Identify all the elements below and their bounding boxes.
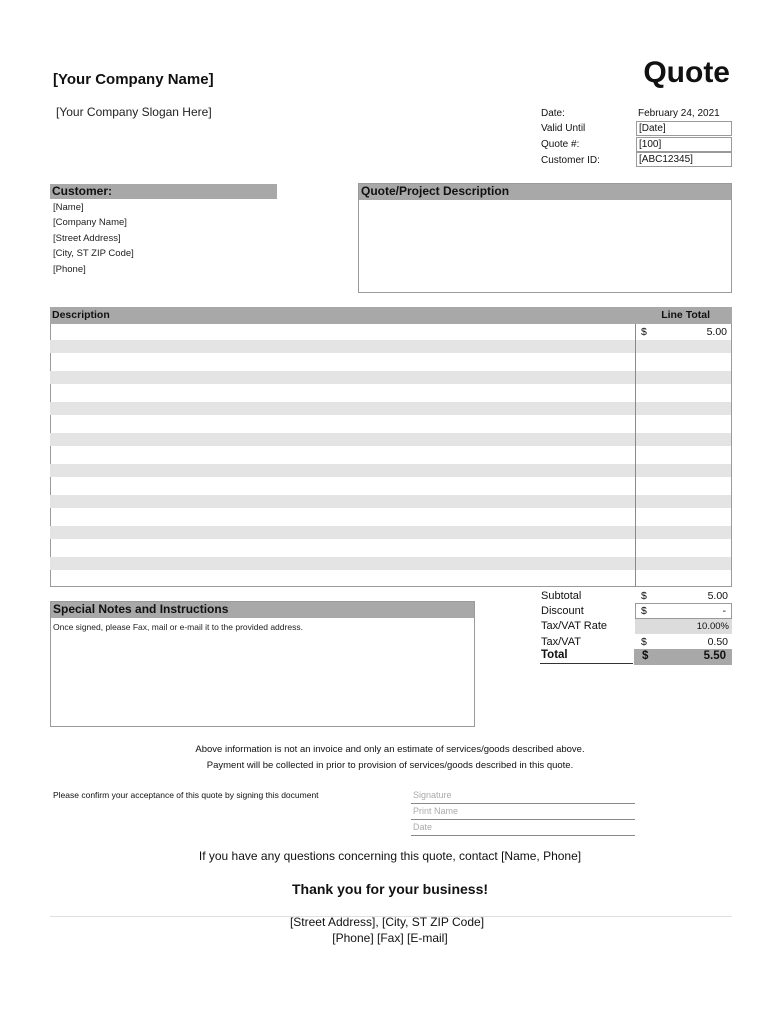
project-description-heading: Quote/Project Description bbox=[359, 184, 731, 200]
column-divider bbox=[635, 324, 636, 587]
table-row bbox=[50, 526, 731, 539]
footer-contact-line: [Phone] [Fax] [E-mail] bbox=[332, 931, 448, 945]
tax-currency: $ bbox=[641, 636, 647, 648]
customer-company[interactable]: [Company Name] bbox=[53, 217, 127, 228]
customer-phone[interactable]: [Phone] bbox=[53, 264, 86, 275]
contact-note: If you have any questions concerning this quote, contact [Name, Phone] bbox=[198, 849, 582, 863]
disclaimer-line-1: Above information is not an invoice and only an estimate of services/goods described above. bbox=[195, 744, 585, 755]
valid-until-field[interactable]: [Date] bbox=[636, 121, 732, 136]
subtotal-currency: $ bbox=[641, 590, 647, 602]
signature-date-field[interactable]: Date bbox=[411, 821, 635, 836]
customer-heading: Customer: bbox=[50, 184, 277, 199]
subtotal-value: 5.00 bbox=[707, 590, 728, 602]
signature-field[interactable]: Signature bbox=[411, 789, 635, 804]
table-row bbox=[50, 340, 731, 353]
tax-rate-label: Tax/VAT Rate bbox=[541, 620, 608, 632]
table-row bbox=[50, 402, 731, 415]
customer-name[interactable]: [Name] bbox=[53, 202, 84, 213]
table-row bbox=[50, 495, 731, 508]
date-label: Date: bbox=[541, 108, 565, 119]
subtotal-label: Subtotal bbox=[541, 590, 582, 602]
discount-value: - bbox=[722, 605, 726, 617]
special-notes-box[interactable] bbox=[50, 601, 475, 727]
total-label: Total bbox=[541, 649, 568, 661]
table-row bbox=[50, 464, 731, 477]
total-currency: $ bbox=[642, 650, 649, 662]
company-slogan: [Your Company Slogan Here] bbox=[56, 105, 212, 119]
acceptance-prompt: Please confirm your acceptance of this quote by signing this document bbox=[53, 790, 319, 800]
discount-currency: $ bbox=[641, 605, 647, 617]
customer-city[interactable]: [City, ST ZIP Code] bbox=[53, 248, 134, 259]
disclaimer-line-2: Payment will be collected in prior to provision of services/goods described in this quote. bbox=[206, 760, 574, 771]
customer-street[interactable]: [Street Address] bbox=[53, 233, 121, 244]
company-name: [Your Company Name] bbox=[53, 71, 214, 88]
tax-label: Tax/VAT bbox=[541, 636, 581, 648]
document-title: Quote bbox=[643, 56, 730, 89]
customer-id-label: Customer ID: bbox=[541, 155, 600, 166]
table-row bbox=[50, 433, 731, 446]
special-notes-heading: Special Notes and Instructions bbox=[51, 602, 474, 618]
total-value: 5.50 bbox=[703, 650, 726, 662]
customer-id-field[interactable]: [ABC12345] bbox=[636, 152, 732, 167]
first-line-currency: $ bbox=[641, 326, 647, 338]
first-line-amount[interactable]: 5.00 bbox=[706, 326, 727, 338]
quote-number-field[interactable]: [100] bbox=[636, 137, 732, 152]
line-items-header bbox=[50, 307, 732, 324]
footer-address: [Street Address], [City, ST ZIP Code] bbox=[289, 915, 485, 929]
project-description-box[interactable] bbox=[358, 183, 732, 293]
print-name-field[interactable]: Print Name bbox=[411, 805, 635, 820]
special-notes-text: Once signed, please Fax, mail or e-mail it to the provided address. bbox=[53, 622, 303, 632]
total-underline bbox=[540, 663, 633, 664]
date-value: February 24, 2021 bbox=[638, 108, 720, 119]
valid-until-label: Valid Until bbox=[541, 123, 586, 134]
discount-field[interactable] bbox=[635, 603, 732, 619]
description-column-header: Description bbox=[52, 309, 110, 321]
discount-label: Discount bbox=[541, 605, 584, 617]
table-row bbox=[50, 557, 731, 570]
tax-value: 0.50 bbox=[707, 636, 728, 648]
tax-rate-value: 10.00% bbox=[696, 621, 729, 632]
table-row bbox=[50, 371, 731, 384]
thank-you-message: Thank you for your business! bbox=[291, 881, 489, 897]
quote-number-label: Quote #: bbox=[541, 139, 580, 150]
line-total-column-header: Line Total bbox=[661, 309, 710, 321]
